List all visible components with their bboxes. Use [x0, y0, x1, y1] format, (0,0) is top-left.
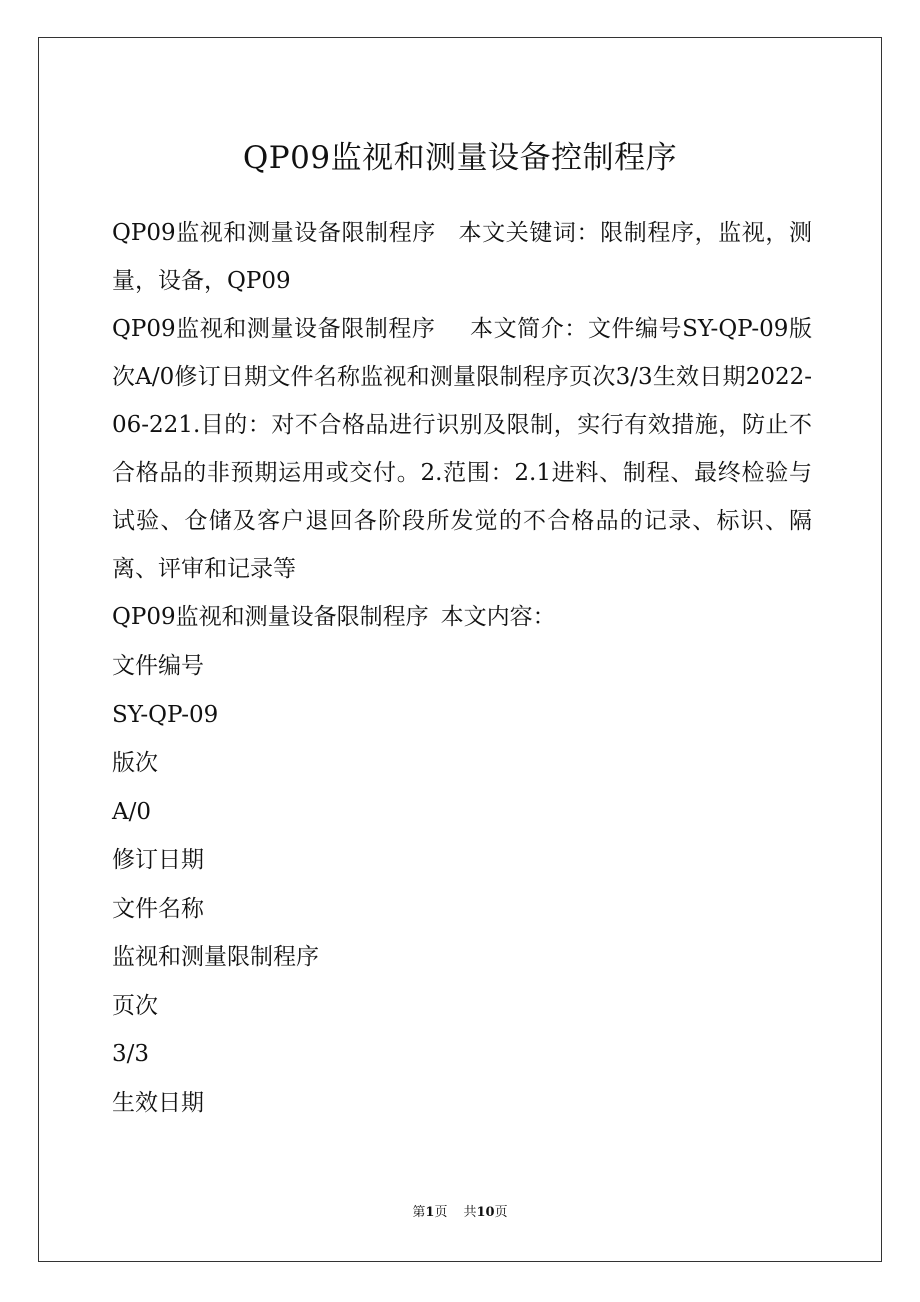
keywords-prefix: QP09监视和测量设备限制程序: [112, 220, 436, 246]
footer-total-pages: 10: [476, 1205, 495, 1220]
summary-prefix: QP09监视和测量设备限制程序: [112, 316, 436, 342]
field-effective-date-label: 生效日期: [112, 1089, 204, 1116]
field-version-label: 版次: [112, 750, 158, 776]
footer-page-suffix: 页: [434, 1205, 448, 1220]
summary-paragraph: [112, 305, 812, 593]
field-file-name-value: 监视和测量限制程序: [112, 944, 319, 970]
content-intro-prefix: QP09监视和测量设备限制程序: [112, 604, 429, 630]
field-file-name-label: 文件名称: [112, 895, 204, 922]
keywords-text: 本文关键词：限制程序，监视，测量，设备，QP09: [112, 220, 812, 294]
field-file-number-value: SY-QP-09: [112, 701, 219, 728]
field-page-count-value: 3/3: [112, 1041, 150, 1067]
content-intro-text: 本文内容：: [440, 604, 556, 630]
footer-total-suffix: 页: [494, 1205, 508, 1220]
content-intro-paragraph: [112, 593, 812, 641]
footer-total-prefix: 共: [463, 1205, 477, 1220]
page-footer: [0, 1203, 920, 1223]
document-body: [112, 209, 812, 641]
field-page-count-label: 页次: [112, 992, 158, 1019]
field-file-number-label: 文件编号: [112, 653, 204, 679]
summary-text: 本文简介：文件编号SY-QP-09版次A/0修订日期文件名称监视和测量限制程序页次3/3生效日期2022-06-221.目的：对不合格品进行识别及限制，实行有效措施，防止不合格品的非预期运用或交付。2.范围：2.1进料、制程、最终检验与试验、仓储及客户退回各阶段所发觉的不合格品的记录、标识、隔离、评审和记录等: [112, 316, 812, 582]
document-fields: [112, 642, 812, 1127]
keywords-paragraph: [112, 209, 812, 305]
field-version-value: A/0: [112, 798, 151, 825]
footer-page-prefix: 第: [412, 1205, 426, 1220]
document-title: QP09监视和测量设备控制程序: [242, 139, 678, 176]
field-revision-date-label: 修订日期: [112, 847, 204, 873]
footer-page-number: 1: [425, 1205, 435, 1220]
